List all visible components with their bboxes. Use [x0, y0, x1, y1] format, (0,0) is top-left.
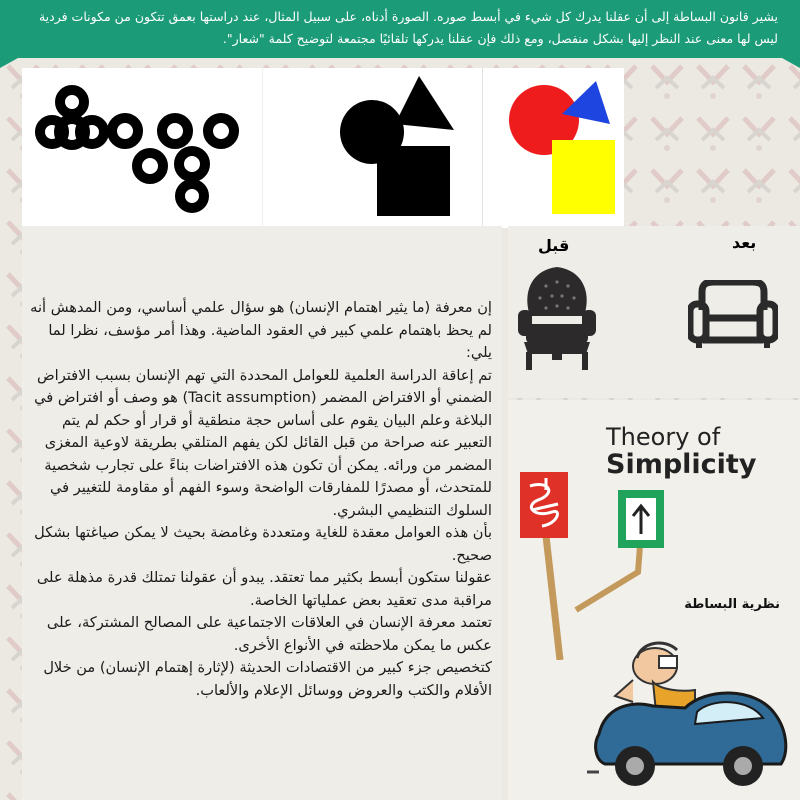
article-paragraph: بأن هذه العوامل معقدة للغاية ومتعددة وغامضة بحيث لا يمكن صياغتها بشكل صحيح. [34, 524, 492, 564]
banner-notch-left [0, 58, 18, 68]
ornate-armchair-icon [512, 262, 602, 374]
intro-text: يشير قانون البساطة إلى أن عقلنا يدرك كل شيء في أبسط صوره. الصورة أدناه، على سبيل المثال، عند دراستها بعمق تتكون من مكونات فردية ليس لها معنى عند النظر إليها بشكل منفصل، ومع ذلك فإن عقلنا يدركها تلقائيًا مجتمعة لتوضيح كلمة "شعار". [38, 9, 778, 46]
simple-armchair-icon [688, 280, 778, 350]
color-shapes-icon [502, 68, 627, 228]
article-paragraph: تم إعاقة الدراسة العلمية للعوامل المحددة التي تهم الإنسان بسبب الافتراض الضمني أو الافتراض المضمر (Tacit assumption) هو وصف أو افتراض في البلاغة وعلم البيان يقوم على أساس حجة منطقية أو قرار أو حكم لم يتم التعبير عنه صراحة من قبل القائل لكن يفهم المتلقي بطريقة لاوعية المغزى المضمر من ورائه. يمكن أن تكون هذه الافتراضات بناءً على تجارب شخصية للمتحدث، أو مصدرًا للمفارقات الواضحة وسوء الفهم أو مقاومة للتغيير في السلوك التنظيمي البشري. [34, 366, 492, 519]
gestalt-figure-panel [22, 68, 624, 228]
black-shapes-icon [322, 68, 462, 228]
banner-notch-right [782, 58, 800, 68]
trefoil-logo-icon [30, 68, 260, 228]
figure-divider [482, 68, 483, 228]
before-label: قبل [538, 236, 570, 255]
figure-divider [262, 68, 263, 228]
book-title-line1: Theory of [606, 423, 721, 451]
signpost-illustration [510, 460, 680, 660]
main-article-text [30, 297, 492, 702]
book-label-ar: نظرية البساطة [684, 597, 780, 612]
intro-banner [0, 0, 800, 58]
article-paragraph: كتخصيص جزء كبير من الاقتصادات الحديثة (لإثارة إهتمام الإنسان) من خلال الأفلام والكتب والعروض ووسائل الإعلام والألعاب. [43, 659, 492, 699]
article-paragraph: تعتمد معرفة الإنسان في العلاقات الاجتماعية على المصالح المشتركة، على عكس ما يمكن ملاحظته في الأنواع الأخرى. [46, 614, 492, 654]
article-paragraph: عقولنا ستكون أبسط بكثير مما تعتقد. يبدو أن عقولنا تمتلك قدرة مذهلة على مراقبة مدى تعقيد بعض عملياتها الخاصة. [36, 569, 492, 609]
after-label: بعد [732, 233, 757, 252]
article-paragraph: إن معرفة (ما يثير اهتمام الإنسان) هو سؤال علمي أساسي، ومن المدهش أنه لم يحظ باهتمام علمي كبير في العقود الماضية. وهذا أمر مؤسف، نظرا لما يلي: [30, 299, 492, 361]
car-illustration [585, 632, 795, 792]
book-title-line2: Simplicity [606, 449, 757, 480]
